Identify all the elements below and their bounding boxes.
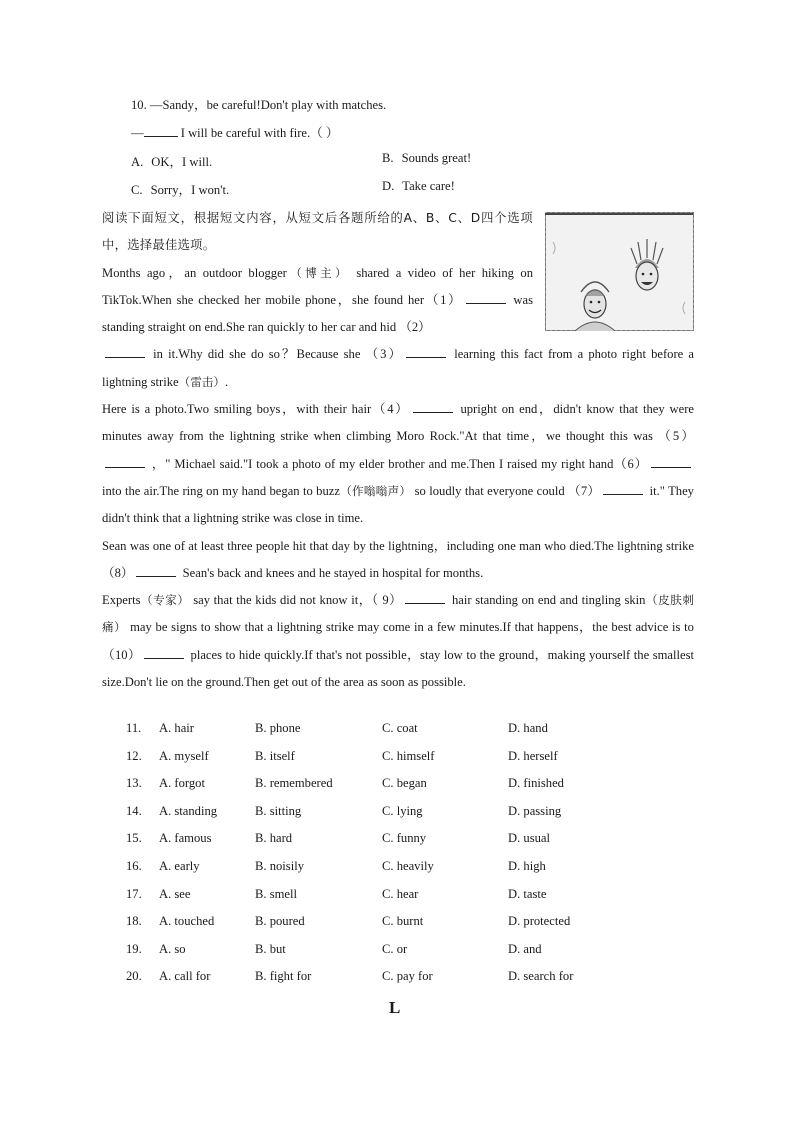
text-span: learning this fact from a photo right before a lightning strike bbox=[102, 347, 694, 389]
options-row-1 bbox=[131, 151, 691, 179]
paragraph-3 bbox=[102, 533, 694, 588]
text-span: OK，I will. bbox=[151, 155, 213, 169]
text-span: （作嗡嗡声） bbox=[339, 483, 412, 498]
text-span: A. touched bbox=[159, 914, 215, 929]
blank-8 bbox=[136, 564, 176, 577]
text-span: D. hand bbox=[508, 721, 548, 735]
text-span: D. high bbox=[508, 858, 546, 873]
text-span: D. passing bbox=[508, 803, 562, 818]
text-span: D. search for bbox=[508, 969, 574, 984]
text-span: A. bbox=[131, 155, 144, 169]
text-span: B. remembered bbox=[255, 776, 333, 791]
text-span: A. myself bbox=[159, 748, 209, 763]
text-span: A. forgot bbox=[159, 776, 205, 791]
text-span: C. began bbox=[382, 776, 427, 791]
text-span: in it.Why did she do so？Because she （3） bbox=[148, 347, 404, 362]
text-span: . bbox=[225, 374, 229, 389]
text-span: B. itself bbox=[255, 748, 295, 763]
text-span: it." They didn't think that a lightning strike was close in time. bbox=[102, 483, 694, 526]
blank-6 bbox=[651, 455, 691, 468]
option-d bbox=[382, 179, 455, 194]
text-span: D. usual bbox=[508, 831, 550, 846]
choice-row bbox=[126, 940, 686, 968]
text-span: Here is a photo.Two smiling boys，with their hair（4） bbox=[102, 402, 410, 417]
text-span: （博主） bbox=[286, 265, 350, 280]
text-span: B. poured bbox=[255, 914, 305, 929]
text-span: D. protected bbox=[508, 914, 571, 929]
text-span: shared a video of her hiking on TikTok.When she checked her mobile phone，she found her（1） bbox=[102, 265, 533, 307]
text-span: 17. bbox=[126, 886, 142, 901]
text-span: so loudly that everyone could （7） bbox=[411, 483, 601, 498]
choice-row bbox=[126, 967, 686, 995]
text-span: 16. bbox=[126, 858, 142, 873]
text-span: Sean was one of at least three people hit that day by the lightning，including one man who died.The lightning strike （8） bbox=[102, 538, 694, 580]
text-span: Months ago，an outdoor blogger bbox=[102, 265, 287, 280]
text-span: C. coat bbox=[382, 721, 418, 735]
text-span: 14. bbox=[126, 803, 142, 818]
option-c bbox=[131, 179, 229, 198]
text-span: C. funny bbox=[382, 831, 427, 846]
option-a bbox=[131, 151, 212, 170]
blank-9 bbox=[405, 591, 445, 604]
text-span: Experts bbox=[102, 593, 141, 608]
text-span: ，" Michael said."I took a photo of my elder brother and me.Then I raised my right hand（6） bbox=[148, 456, 648, 471]
text-span: C. or bbox=[382, 941, 408, 956]
blank-10 bbox=[144, 646, 184, 659]
text-span: D. finished bbox=[508, 776, 564, 791]
paragraph-2 bbox=[102, 396, 694, 532]
text-span: （雷击） bbox=[178, 374, 225, 389]
choice-row bbox=[126, 719, 686, 747]
text-span: （专家） bbox=[140, 593, 190, 608]
blank-1 bbox=[466, 291, 506, 304]
text-span: 18. bbox=[126, 914, 142, 929]
text-span: hair standing on end and tingling skin bbox=[448, 593, 646, 608]
question-10 bbox=[131, 96, 691, 206]
text-span: may be signs to show that a lightning strike may come in a few minutes.If that happens，the best advice is to（10） bbox=[102, 620, 694, 662]
question-10-reply bbox=[131, 124, 691, 152]
text-span: C. burnt bbox=[382, 914, 424, 929]
choice-row bbox=[126, 857, 686, 885]
text-span: into the air.The ring on my hand began to buzz bbox=[102, 483, 340, 498]
text-span: B. but bbox=[255, 941, 286, 956]
text-span: D. and bbox=[508, 941, 542, 956]
blank-7 bbox=[603, 482, 643, 495]
choices-table bbox=[126, 719, 686, 995]
text-span: A. see bbox=[159, 886, 191, 901]
page-mark: L bbox=[389, 998, 401, 1017]
text-span: 15. bbox=[126, 831, 142, 846]
text-span: B. hard bbox=[255, 831, 293, 846]
choice-row bbox=[126, 802, 686, 830]
text-span: C. lying bbox=[382, 803, 423, 818]
options-row-2 bbox=[131, 179, 691, 207]
text-span: A. standing bbox=[159, 803, 218, 818]
blank-4 bbox=[413, 400, 453, 413]
blank-5 bbox=[105, 455, 145, 468]
text-span: B. bbox=[382, 151, 394, 165]
text-span: A. hair bbox=[159, 721, 194, 735]
lightning-photo bbox=[545, 212, 694, 331]
text-span: Sorry，I won't. bbox=[150, 182, 230, 197]
text-span: D. bbox=[382, 178, 395, 193]
text-span: 11. bbox=[126, 721, 142, 735]
question-10-prompt: 10. —Sandy，be careful!Don't play with matches. bbox=[131, 98, 387, 112]
text-span: 12. bbox=[126, 748, 142, 763]
blank-3 bbox=[406, 345, 446, 358]
reply-text: I will be careful with fire.（ ） bbox=[177, 125, 339, 140]
text-span: D. herself bbox=[508, 748, 558, 763]
choice-row bbox=[126, 885, 686, 913]
text-span: say that the kids did not know it，（ 9） bbox=[189, 593, 403, 608]
text-span: B. sitting bbox=[255, 803, 302, 818]
text-span: B. phone bbox=[255, 721, 301, 735]
text-span: B. fight for bbox=[255, 969, 312, 984]
text-span: Sean's back and knees and he stayed in hospital for months. bbox=[179, 565, 484, 580]
text-span: C. himself bbox=[382, 748, 435, 763]
reading-passage bbox=[102, 205, 694, 696]
text-span: was standing straight on end.She ran quickly to her car and hid （2） bbox=[102, 292, 533, 335]
choice-row bbox=[126, 747, 686, 775]
text-span: upright on end，didn't know that they were minutes away from the lightning strike when climbing Moro Rock."At that time，we thought this was （5） bbox=[102, 402, 695, 444]
text-span: 13. bbox=[126, 776, 142, 791]
choice-row bbox=[126, 912, 686, 940]
text-span: A. so bbox=[159, 941, 186, 956]
answer-blank bbox=[144, 124, 178, 137]
choice-row bbox=[126, 774, 686, 802]
text-span: A. famous bbox=[159, 831, 212, 846]
text-span: C. pay for bbox=[382, 969, 433, 984]
reply-dash: — bbox=[131, 125, 144, 140]
text-span: C. bbox=[131, 182, 143, 197]
text-span: B. noisily bbox=[255, 858, 304, 873]
text-span: places to hide quickly.If that's not possible，stay low to the ground，making yourself the smallest size.Don't lie on the ground.Then get out of the area as soon as possible. bbox=[102, 647, 695, 690]
text-span: 19. bbox=[126, 941, 142, 956]
text-span: B. smell bbox=[255, 886, 297, 901]
text-span: Sounds great! bbox=[401, 151, 472, 165]
text-span: C. hear bbox=[382, 886, 419, 901]
blank-2 bbox=[105, 345, 145, 358]
text-span: C. heavily bbox=[382, 858, 434, 873]
text-span: A. early bbox=[159, 858, 200, 873]
text-span: Take care! bbox=[402, 178, 455, 193]
text-span: A. call for bbox=[159, 969, 211, 984]
choice-row bbox=[126, 829, 686, 857]
option-b bbox=[382, 151, 471, 166]
paragraph-4 bbox=[102, 587, 694, 696]
passage-instructions: 阅读下面短文，根据短文内容，从短文后各题所给的A、B、C、D四个选项中，选择最佳选项。 bbox=[102, 211, 533, 253]
text-span: （皮肤刺痛） bbox=[102, 593, 694, 635]
text-span: 20. bbox=[126, 969, 142, 984]
text-span: D. taste bbox=[508, 886, 547, 901]
